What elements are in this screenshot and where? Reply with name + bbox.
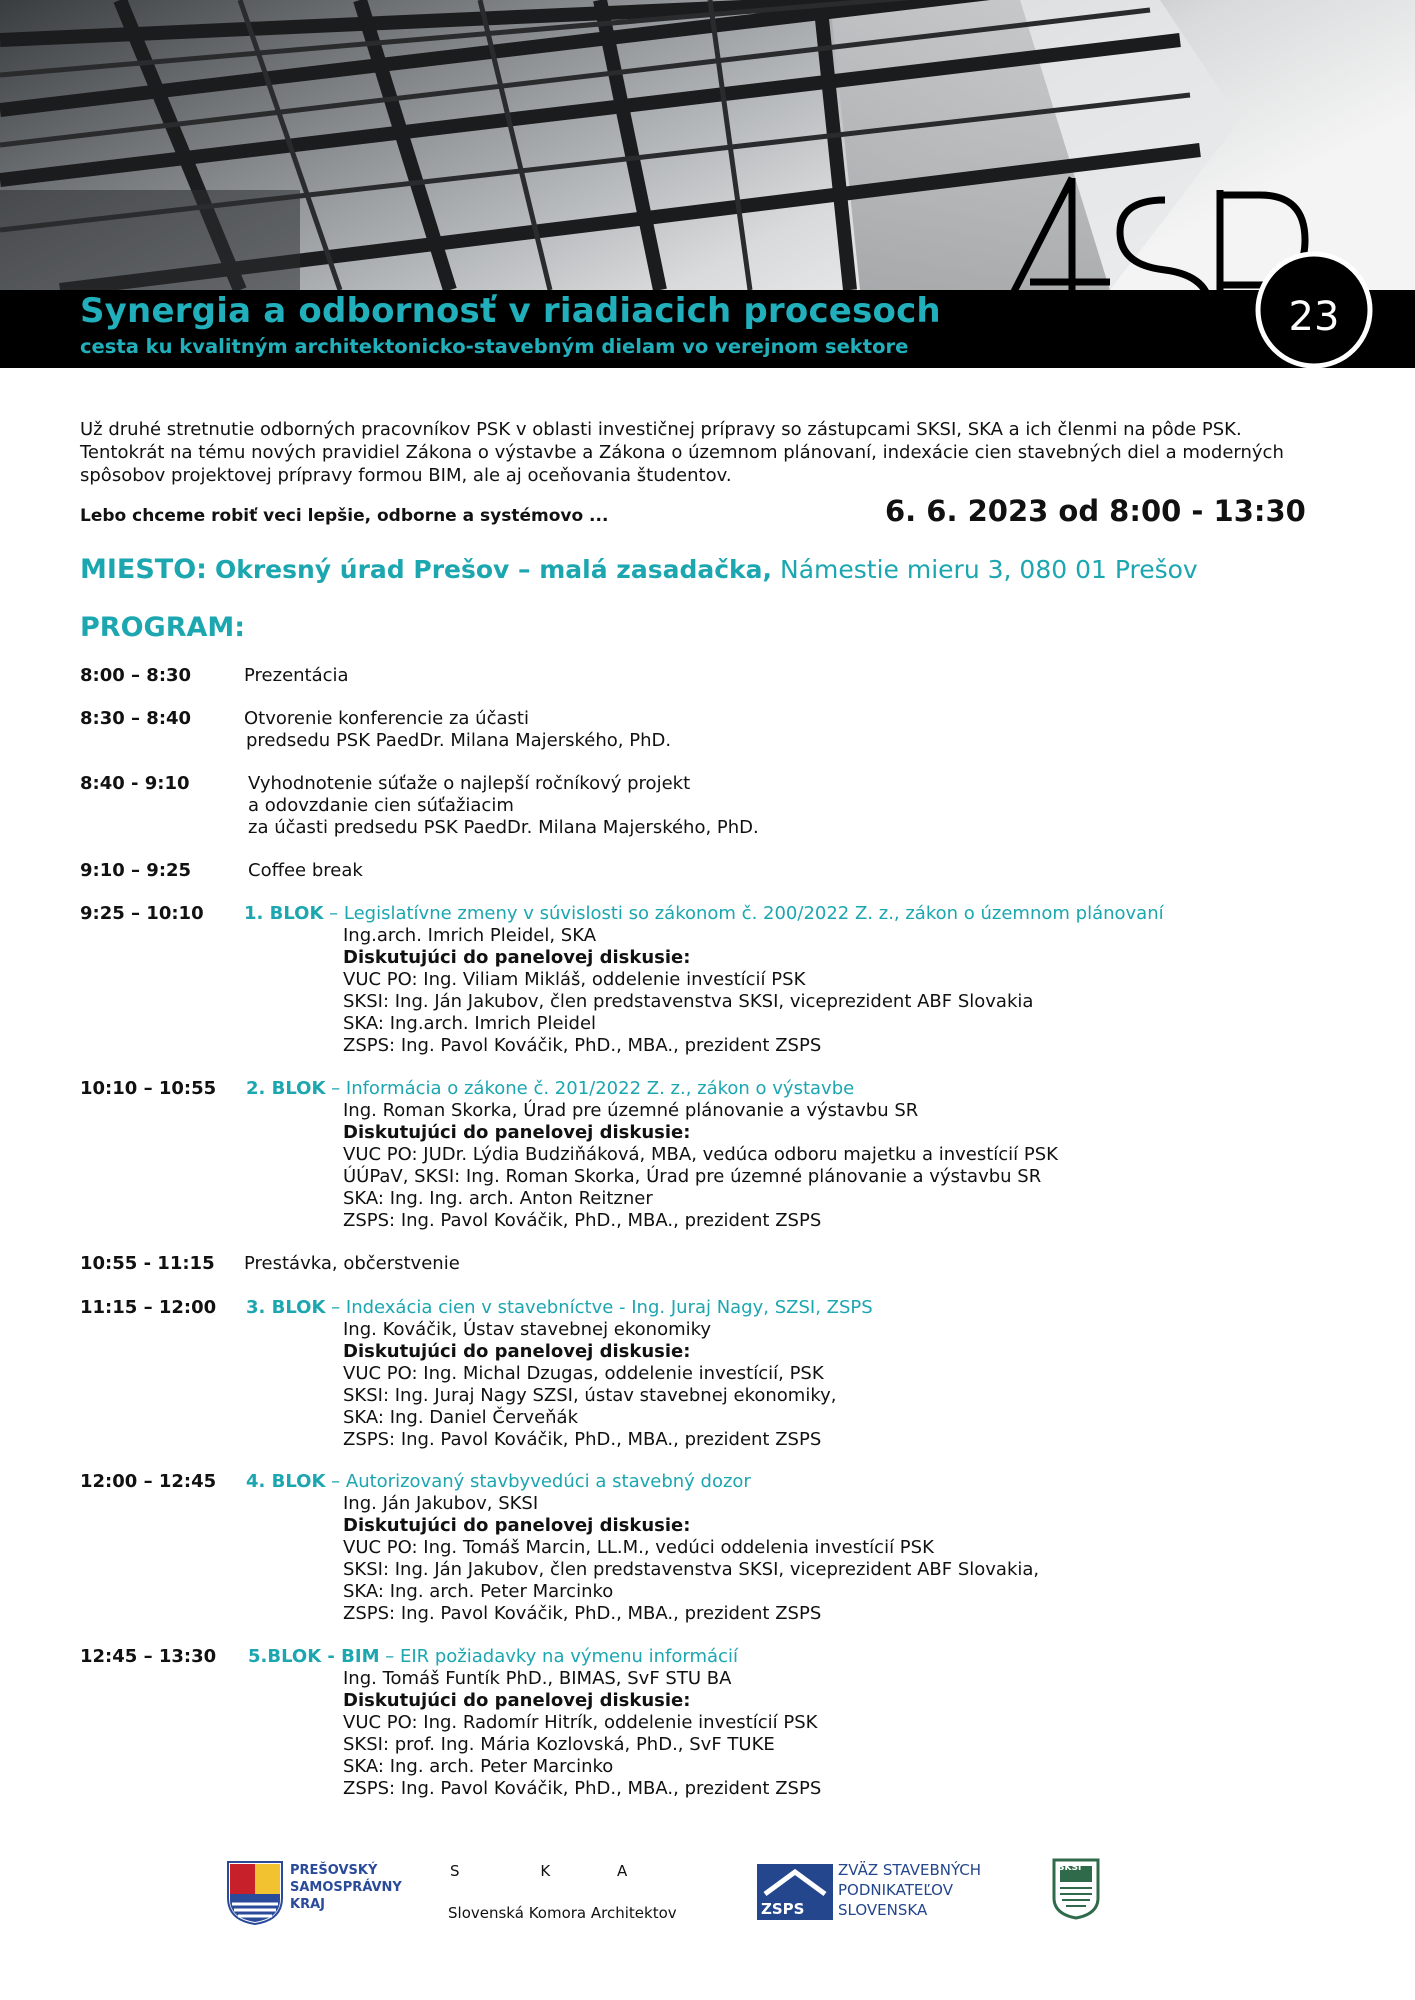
block-speaker: Ing. Roman Skorka, Úrad pre územné plánovanie a výstavbu SR: [343, 1100, 919, 1121]
panel-member: VUC PO: Ing. Michal Dzugas, oddelenie investícií, PSK: [343, 1363, 824, 1384]
program-time: 10:10 – 10:55: [80, 1078, 217, 1099]
block-number: 4. BLOK: [246, 1471, 326, 1492]
zsps-name-line: ZVÄZ STAVEBNÝCH: [838, 1861, 982, 1879]
ska-letter: S: [450, 1862, 460, 1880]
panel-member: SKSI: prof. Ing. Mária Kozlovská, PhD., SvF TUKE: [343, 1734, 775, 1755]
zsps-abbr: ZSPS: [761, 1900, 805, 1918]
program-time: 12:45 – 13:30: [80, 1646, 217, 1667]
program-heading: PROGRAM:: [80, 612, 246, 643]
panel-member: VUC PO: Ing. Tomáš Marcin, LL.M., vedúci oddelenia investícií PSK: [343, 1537, 934, 1558]
intro-text: [80, 418, 1340, 487]
place-label: MIESTO:: [80, 554, 207, 585]
panel-label: Diskutujúci do panelovej diskusie:: [343, 1690, 691, 1711]
ska-logo: [450, 1862, 627, 1880]
psk-name-line: SAMOSPRÁVNY: [290, 1880, 402, 1895]
block-topic: – EIR požiadavky na výmenu informácií: [379, 1646, 738, 1667]
block-number: 3. BLOK: [246, 1297, 326, 1318]
panel-member: SKSI: Ing. Ján Jakubov, člen predstavenstva SKSI, viceprezident ABF Slovakia,: [343, 1559, 1040, 1580]
panel-member: ÚÚPaV, SKSI: Ing. Roman Skorka, Úrad pre územné plánovanie a výstavbu SR: [343, 1166, 1042, 1187]
ska-word: Architektov: [590, 1904, 677, 1922]
block-number: 1. BLOK: [244, 903, 324, 924]
panel-label: Diskutujúci do panelovej diskusie:: [343, 1122, 691, 1143]
program-time: 11:15 – 12:00: [80, 1297, 217, 1318]
panel-label: Diskutujúci do panelovej diskusie:: [343, 947, 691, 968]
ska-name: [448, 1904, 677, 1922]
intro-line: Už druhé stretnutie odborných pracovníkov PSK v oblasti investičnej prípravy so zástupcami SKSI, SKA a ich členmi na pôde PSK.: [80, 419, 1242, 440]
ska-letter: K: [540, 1862, 551, 1880]
zsps-name-line: PODNIKATEĽOV: [838, 1881, 953, 1899]
panel-member: SKSI: Ing. Ján Jakubov, člen predstavenstva SKSI, viceprezident ABF Slovakia: [343, 991, 1034, 1012]
block-topic: – Legislatívne zmeny v súvislosti so zákonom č. 200/2022 Z. z., zákon o územnom plánovaní: [323, 903, 1164, 924]
program-text: Prestávka, občerstvenie: [244, 1253, 460, 1274]
ska-letter: A: [616, 1862, 628, 1880]
program-time: 8:00 – 8:30: [80, 665, 192, 686]
psk-name-line: KRAJ: [290, 1897, 325, 1912]
block-speaker: Ing.arch. Imrich Pleidel, SKA: [343, 925, 597, 946]
program-time: 10:55 - 11:15: [80, 1253, 215, 1274]
panel-member: SKA: Ing. arch. Peter Marcinko: [343, 1756, 614, 1777]
block-speaker: Ing. Tomáš Funtík PhD., BIMAS, SvF STU BA: [343, 1668, 732, 1689]
panel-member: SKSI: Ing. Juraj Nagy SZSI, ústav stavebnej ekonomiky,: [343, 1385, 837, 1406]
panel-member: SKA: Ing. arch. Peter Marcinko: [343, 1581, 614, 1602]
intro-line: Tentokrát na tému nových pravidiel Zákona o výstavbe a Zákona o územnom plánovaní, indexácie cien stavebných diel a moderných: [80, 442, 1284, 463]
block-number: 5.BLOK - BIM: [248, 1646, 380, 1667]
block-topic: – Indexácia cien v stavebníctve - Ing. Juraj Nagy, SZSI, ZSPS: [325, 1297, 873, 1318]
ska-word: Komora: [528, 1904, 587, 1922]
place-name: Okresný úrad Prešov – malá zasadačka,: [214, 555, 773, 584]
program-time: 12:00 – 12:45: [80, 1471, 217, 1492]
program-text: Prezentácia: [244, 665, 349, 686]
place-address: Námestie mieru 3, 080 01 Prešov: [780, 555, 1198, 584]
block-number: 2. BLOK: [246, 1078, 326, 1099]
panel-member: VUC PO: Ing. Radomír Hitrík, oddelenie investícií PSK: [343, 1712, 818, 1733]
panel-member: VUC PO: JUDr. Lýdia Budziňáková, MBA, vedúca odboru majetku a investícií PSK: [343, 1144, 1058, 1165]
program-time: 8:40 - 9:10: [80, 773, 190, 794]
page-title: Synergia a odbornosť v riadiacich procesoch: [80, 291, 941, 331]
panel-member: VUC PO: Ing. Viliam Mikláš, oddelenie investícií PSK: [343, 969, 806, 990]
program-text: predsedu PSK PaedDr. Milana Majerského, PhD.: [246, 730, 672, 751]
block-topic: – Informácia o zákone č. 201/2022 Z. z., zákon o výstavbe: [325, 1078, 855, 1099]
panel-member: SKA: Ing. Ing. arch. Anton Reitzner: [343, 1188, 653, 1209]
program-text: Otvorenie konferencie za účasti: [244, 708, 529, 729]
panel-label: Diskutujúci do panelovej diskusie:: [343, 1341, 691, 1362]
block-topic: – Autorizovaný stavbyvedúci a stavebný dozor: [325, 1471, 751, 1492]
program-text: Vyhodnotenie súťaže o najlepší ročníkový projekt: [248, 773, 691, 794]
program-text: a odovzdanie cien súťažiacim: [248, 795, 514, 816]
psk-crest-icon: [226, 1860, 284, 1926]
block-speaker: Ing. Kováčik, Ústav stavebnej ekonomiky: [343, 1319, 712, 1340]
page-subtitle: cesta ku kvalitným architektonicko-stavebným dielam vo verejnom sektore: [80, 335, 909, 358]
event-date: 6. 6. 2023 od 8:00 - 13:30: [885, 494, 1306, 528]
aspo-logo: [960, 170, 1400, 370]
psk-name-line: PREŠOVSKÝ: [290, 1863, 378, 1878]
program-time: 9:25 – 10:10: [80, 903, 204, 924]
panel-member: ZSPS: Ing. Pavol Kováčik, PhD., MBA., prezident ZSPS: [343, 1429, 822, 1450]
panel-member: SKA: Ing. Daniel Červeňák: [343, 1407, 579, 1428]
block-speaker: Ing. Ján Jakubov, SKSI: [343, 1493, 539, 1514]
panel-member: ZSPS: Ing. Pavol Kováčik, PhD., MBA., prezident ZSPS: [343, 1210, 822, 1231]
panel-member: ZSPS: Ing. Pavol Kováčik, PhD., MBA., prezident ZSPS: [343, 1603, 822, 1624]
tagline: Lebo chceme robiť veci lepšie, odborne a systémovo ...: [80, 506, 609, 526]
sksi-abbr: SKSI: [1058, 1863, 1082, 1873]
program-text: Coffee break: [248, 860, 363, 881]
footer-logos: [0, 1850, 1415, 1970]
aspo-logo-number: 23: [1288, 294, 1340, 340]
panel-member: SKA: Ing.arch. Imrich Pleidel: [343, 1013, 597, 1034]
program-time: 9:10 – 9:25: [80, 860, 192, 881]
zsps-name-line: SLOVENSKA: [838, 1901, 928, 1919]
program-text: za účasti predsedu PSK PaedDr. Milana Majerského, PhD.: [248, 817, 759, 838]
program-time: 8:30 – 8:40: [80, 708, 192, 729]
panel-member: ZSPS: Ing. Pavol Kováčik, PhD., MBA., prezident ZSPS: [343, 1778, 822, 1799]
ska-word: Slovenská: [448, 1904, 524, 1922]
intro-line: spôsobov projektovej prípravy formou BIM, ale aj oceňovania študentov.: [80, 465, 732, 486]
panel-member: ZSPS: Ing. Pavol Kováčik, PhD., MBA., prezident ZSPS: [343, 1035, 822, 1056]
event-place: [80, 554, 1198, 585]
panel-label: Diskutujúci do panelovej diskusie:: [343, 1515, 691, 1536]
